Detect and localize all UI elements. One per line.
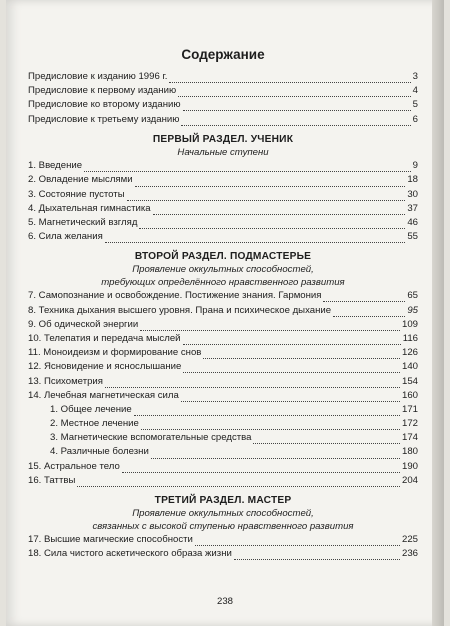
toc-entry[interactable] (28, 547, 418, 561)
toc-entry-page: 6 (412, 113, 418, 125)
preface-list (28, 70, 418, 127)
toc-entry-label: 15. Астральное тело (28, 460, 120, 472)
dot-leader (127, 191, 406, 201)
toc-entry-page: 174 (401, 432, 418, 444)
dot-leader (105, 378, 400, 388)
toc-entry-page: 109 (401, 318, 418, 330)
dot-leader (135, 177, 406, 187)
toc-entry-label: Предисловие к первому изданию (28, 85, 177, 97)
toc-entry-label: Предисловие к третьему изданию (28, 113, 180, 125)
toc-entry[interactable] (28, 431, 418, 445)
page-spine-shadow (432, 0, 444, 626)
toc-entry-page: 95 (407, 304, 418, 316)
part-title: ТРЕТИЙ РАЗДЕЛ. МАСТЕР (154, 495, 292, 506)
dot-leader (234, 550, 400, 560)
toc-entry[interactable] (28, 417, 418, 431)
page-number: 238 (216, 596, 233, 607)
book-page (6, 0, 444, 626)
toc-entry[interactable] (28, 304, 418, 318)
toc-entry[interactable] (28, 113, 418, 127)
toc-entry[interactable] (28, 98, 418, 112)
part-title: ПЕРВЫЙ РАЗДЕЛ. УЧЕНИК (152, 133, 294, 145)
toc-entry[interactable] (28, 159, 418, 173)
dot-leader (195, 536, 400, 546)
toc-entry-page: 18 (407, 174, 418, 186)
dot-leader (183, 363, 400, 373)
toc-entry-label: Предисловие к изданию 1996 г. (28, 71, 168, 82)
toc-entry-page: 140 (401, 361, 418, 373)
toc-entry-label: 10. Телепатия и передача мыслей (28, 332, 181, 344)
toc-entry[interactable] (28, 460, 418, 474)
toc-entry-label: 7. Самопознание и освобождение. Постижение знания. Гармония (28, 290, 322, 302)
dot-leader (77, 477, 400, 487)
toc-entry-page: 9 (412, 160, 418, 172)
toc-entry[interactable] (28, 202, 418, 216)
toc-entry-label: 13. Психометрия (28, 375, 103, 387)
parts-list (28, 133, 418, 562)
toc-entry-label: 4. Различные болезни (50, 446, 149, 458)
toc-entry-page: 154 (401, 375, 418, 387)
dot-leader (253, 434, 400, 444)
toc-entry-page: 190 (401, 460, 418, 472)
toc-entry-page: 3 (412, 71, 418, 82)
dot-leader (84, 162, 411, 172)
toc-entry-page: 55 (407, 231, 418, 243)
toc-entry[interactable] (28, 188, 418, 202)
toc-entry[interactable] (28, 474, 418, 488)
toc-entry-label: 1. Введение (28, 160, 83, 172)
dot-leader (183, 101, 411, 111)
toc-entry[interactable] (28, 445, 418, 459)
dot-leader (139, 219, 405, 229)
part-subtitle: Проявление оккультных способностей, (132, 264, 314, 276)
toc-entry[interactable] (28, 318, 418, 332)
part-subtitle: Начальные ступени (177, 146, 269, 158)
toc-entry-label: 9. Об одической энергии (28, 318, 139, 330)
dot-leader (181, 116, 410, 126)
toc-entry-page: 180 (401, 446, 418, 458)
toc-part (28, 250, 418, 488)
part-subtitle: Проявление оккультных способностей, (132, 508, 314, 519)
dot-leader (153, 205, 406, 215)
dot-leader (203, 349, 400, 359)
toc-entry[interactable] (28, 216, 418, 230)
part-subtitle: связанных с высокой ступенью нравственного развития (92, 520, 354, 532)
toc-entry[interactable] (28, 375, 418, 389)
toc-entry-label: 1. Общее лечение (50, 403, 132, 415)
toc-entry[interactable] (28, 289, 418, 303)
toc-part (28, 494, 418, 561)
toc-entry-label: 5. Магнетический взгляд (28, 217, 138, 228)
toc-entry-page: 172 (401, 418, 418, 430)
dot-leader (140, 321, 400, 331)
toc-entry[interactable] (28, 332, 418, 346)
toc-entry[interactable] (28, 346, 418, 360)
dot-leader (183, 335, 401, 345)
toc-entry[interactable] (28, 389, 418, 403)
toc-entry-label: Предисловие ко второму изданию (28, 99, 181, 111)
toc-entry-label: 18. Сила чистого аскетического образа жизни (28, 548, 232, 560)
toc-entry-page: 116 (402, 332, 418, 344)
toc-entry-label: 6. Сила желания (28, 231, 103, 243)
toc-entry[interactable] (28, 403, 418, 417)
toc-part (28, 133, 418, 245)
dot-leader (105, 233, 406, 243)
part-subtitle: требующих определённого нравственного развития (101, 276, 345, 288)
toc-title: Содержание (181, 47, 265, 62)
toc-entry-label: 3. Магнетические вспомогательные средства (50, 432, 252, 444)
toc-entry-page: 126 (401, 347, 418, 359)
toc-entry-label: 17. Высшие магические способности (28, 534, 193, 545)
toc-entry[interactable] (28, 173, 418, 187)
toc-entry-label: 3. Состояние пустоты (28, 188, 125, 200)
dot-leader (178, 87, 410, 97)
toc-entry-label: 16. Таттвы (28, 474, 76, 486)
dot-leader (169, 73, 410, 83)
toc-entry[interactable] (28, 360, 418, 374)
dot-leader (141, 420, 400, 430)
toc-entry-page: 204 (401, 474, 418, 486)
part-title: ВТОРОЙ РАЗДЕЛ. ПОДМАСТЕРЬЕ (134, 251, 312, 263)
table-of-contents (28, 45, 418, 567)
dot-leader (333, 307, 405, 317)
dot-leader (151, 449, 400, 459)
toc-entry-label: 2. Овладение мыслями (28, 174, 133, 186)
dot-leader (323, 292, 405, 302)
toc-entry-page: 5 (412, 99, 418, 111)
toc-entry[interactable] (28, 533, 418, 547)
toc-entry-label: 12. Ясновидение и яснослышание (28, 361, 182, 373)
dot-leader (122, 463, 400, 473)
dot-leader (181, 392, 400, 402)
toc-entry-label: 14. Лечебная магнетическая сила (28, 389, 179, 401)
toc-entry-label: 8. Техника дыхания высшего уровня. Прана и психическое дыхание (28, 304, 332, 316)
toc-entry-label: 2. Местное лечение (50, 418, 139, 430)
toc-entry-page: 236 (401, 548, 418, 560)
dot-leader (134, 406, 400, 416)
toc-entry[interactable] (28, 230, 418, 244)
toc-entry-page: 225 (401, 534, 418, 545)
toc-entry[interactable] (28, 70, 418, 84)
toc-entry-page: 4 (412, 85, 418, 97)
toc-entry-page: 160 (401, 389, 418, 401)
toc-entry-page: 46 (407, 217, 418, 228)
toc-entry-page: 65 (407, 290, 418, 302)
toc-entry-label: 4. Дыхательная гимнастика (28, 202, 151, 214)
toc-entry[interactable] (28, 84, 418, 98)
toc-entry-page: 30 (407, 188, 418, 200)
toc-entry-label: 11. Моноидеизм и формирование снов (28, 347, 202, 359)
toc-entry-page: 37 (407, 202, 418, 214)
toc-entry-page: 171 (401, 403, 418, 415)
